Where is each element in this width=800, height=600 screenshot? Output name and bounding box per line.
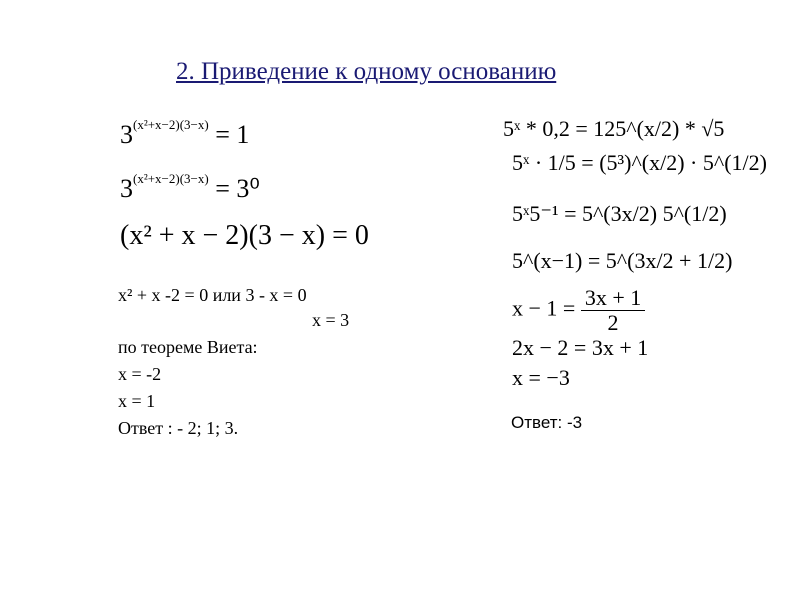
right-equation-7: x = −3 — [512, 365, 570, 390]
left-eq2-rhs: = 3⁰ — [215, 174, 260, 203]
left-eq1-base: 3 — [120, 120, 133, 149]
right-eq5-lhs: x − 1 = — [512, 295, 576, 321]
left-eq2-exponent: (x²+x−2)(3−x) — [133, 171, 209, 186]
left-line-4: x = -2 — [118, 364, 162, 384]
right-eq5-fraction — [581, 286, 645, 335]
right-eq5-numerator: 3x + 1 — [581, 286, 645, 311]
right-equation-6: 2x − 2 = 3x + 1 — [512, 335, 649, 360]
left-equation-2 — [120, 172, 260, 202]
slide-title: 2. Приведение к одному основанию — [176, 58, 557, 85]
left-eq2-base: 3 — [120, 174, 133, 203]
right-equation-3: 5ˣ5⁻¹ = 5^(3x/2) 5^(1/2) — [512, 201, 727, 226]
right-equation-2: 5ˣ · 1/5 = (5³)^(x/2) · 5^(1/2) — [512, 150, 767, 175]
left-line-5: x = 1 — [118, 391, 156, 411]
left-answer: Ответ : - 2; 1; 3. — [118, 418, 239, 438]
left-eq1-rhs: = 1 — [215, 120, 250, 149]
right-equation-5 — [512, 286, 645, 335]
left-eq1-exponent: (x²+x−2)(3−x) — [133, 117, 209, 132]
left-line-3: по теореме Виета: — [118, 337, 258, 357]
right-eq5-denominator: 2 — [607, 310, 619, 336]
left-line-1: x² + x -2 = 0 или 3 - x = 0 — [118, 285, 307, 305]
left-equation-3: (x² + x − 2)(3 − x) = 0 — [120, 220, 369, 251]
right-answer: Ответ: -3 — [511, 413, 583, 432]
left-equation-1 — [120, 118, 249, 148]
right-equation-1: 5ˣ * 0,2 = 125^(x/2) * √5 — [503, 116, 725, 141]
right-equation-4: 5^(x−1) = 5^(3x/2 + 1/2) — [512, 248, 733, 273]
left-line-2: x = 3 — [312, 310, 350, 330]
